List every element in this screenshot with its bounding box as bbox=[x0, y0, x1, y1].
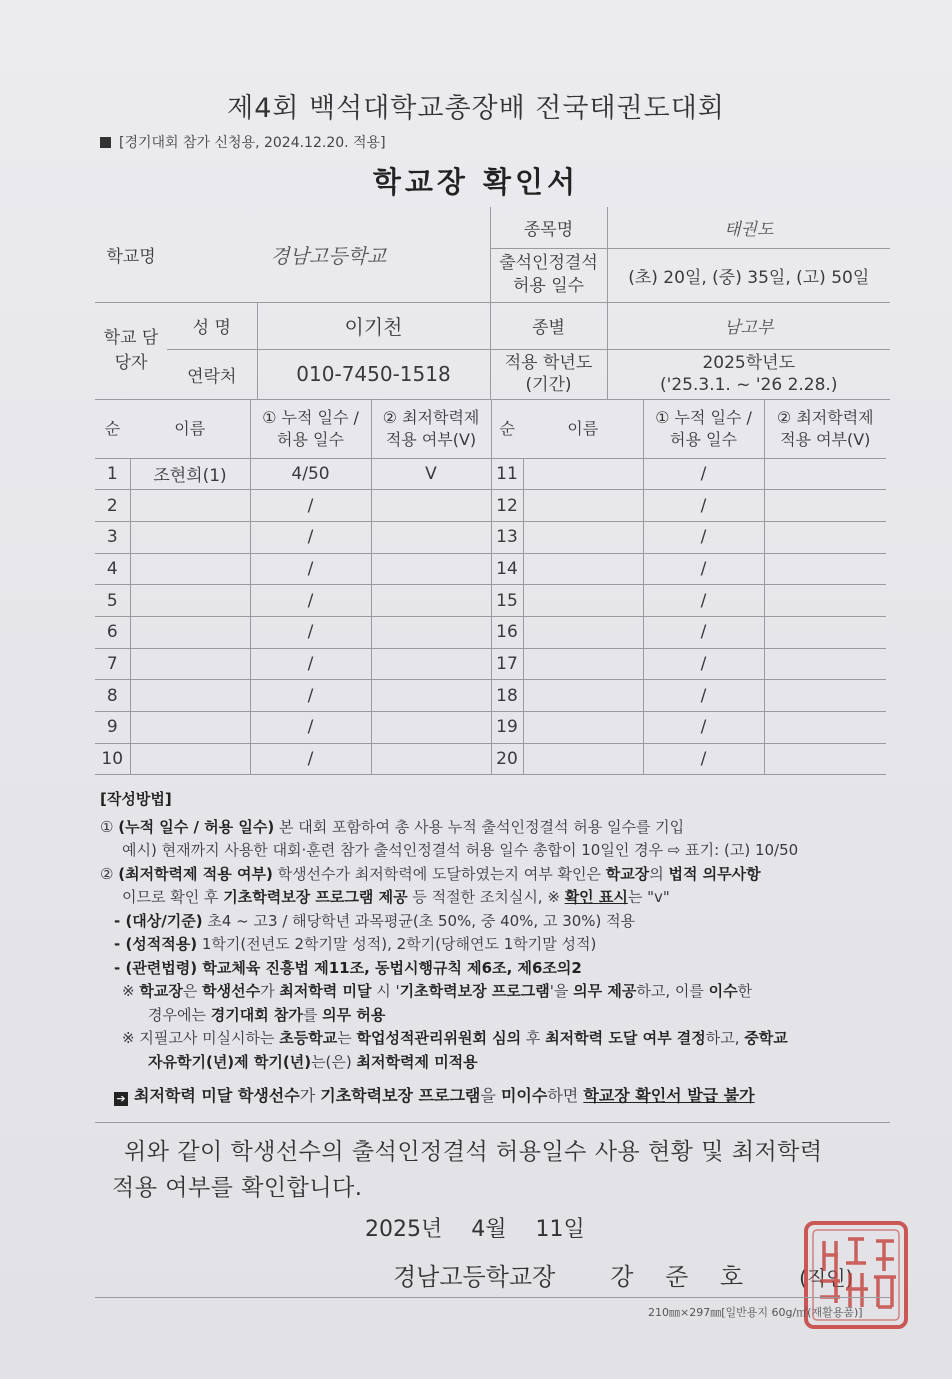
row-min-2 bbox=[764, 458, 886, 490]
row-name: 조현희(1) bbox=[130, 458, 250, 490]
n2-t2: 는 bbox=[337, 1029, 357, 1047]
row-days: / bbox=[250, 553, 371, 585]
row-no: 4 bbox=[95, 553, 130, 585]
row-min-2 bbox=[764, 585, 886, 617]
last-t2: 을 bbox=[480, 1086, 501, 1105]
table-row bbox=[95, 521, 886, 553]
row-no-2: 18 bbox=[491, 680, 523, 712]
n1-t5: 하고, 이를 bbox=[636, 982, 709, 1000]
n2-t4: 하고, bbox=[705, 1029, 745, 1047]
row-name bbox=[130, 521, 250, 553]
m2-bold: (최저학력제 적용 여부) bbox=[118, 864, 273, 883]
m2-l2-bold2: 확인 표시 bbox=[564, 888, 628, 906]
row-no-2: 14 bbox=[491, 553, 523, 585]
row-min bbox=[371, 680, 491, 712]
section-divider bbox=[95, 1122, 890, 1123]
table-row bbox=[95, 616, 886, 648]
year-value bbox=[607, 349, 890, 399]
n1-t1: 은 bbox=[182, 982, 203, 1000]
n2-l2-b2: 최저학력제 미적용 bbox=[356, 1052, 478, 1071]
row-days: / bbox=[250, 521, 371, 553]
m2-text-a: 학생선수가 최저학력에 도달하였는지 여부 확인은 bbox=[272, 864, 606, 883]
row-min-2 bbox=[764, 616, 886, 648]
header-no: 순 bbox=[95, 400, 130, 458]
header-name: 이름 bbox=[130, 400, 250, 458]
method-item-2-line2 bbox=[100, 886, 890, 910]
n2-a: ※ bbox=[122, 1029, 140, 1047]
row-no: 9 bbox=[95, 712, 130, 744]
row-no-2: 13 bbox=[491, 521, 523, 553]
header-min-2 bbox=[764, 400, 886, 458]
row-name-2 bbox=[523, 616, 643, 648]
year-label bbox=[490, 349, 607, 399]
year-label-line1: 적용 학년도 bbox=[504, 353, 593, 373]
method-note-1 bbox=[100, 980, 890, 1004]
method-note-2-line2 bbox=[100, 1051, 890, 1075]
issue-date bbox=[365, 1212, 585, 1243]
row-days-2: / bbox=[643, 743, 764, 775]
row-no-2: 12 bbox=[491, 490, 523, 522]
phone-value: 010-7450-1518 bbox=[257, 349, 490, 399]
n1-a: ※ bbox=[122, 982, 140, 1000]
n1-t2: 가 bbox=[260, 982, 280, 1000]
row-name bbox=[130, 553, 250, 585]
attendance-label: 출석인정결석 허용 일수 bbox=[490, 248, 607, 302]
confirm-line-2: 적용 여부를 확인합니다. bbox=[112, 1175, 363, 1201]
header-name-2: 이름 bbox=[523, 400, 643, 458]
n2-t3: 후 bbox=[521, 1029, 546, 1047]
m1-num: ① bbox=[100, 817, 114, 836]
row-no: 2 bbox=[95, 490, 130, 522]
document-title: 학교장 확인서 bbox=[372, 165, 580, 199]
d2-text: 1학기(전년도 2학기말 성적), 2학기(당해연도 1학기말 성적) bbox=[197, 935, 597, 953]
row-min-2 bbox=[764, 553, 886, 585]
principal-school: 경남고등학교장 bbox=[393, 1263, 556, 1291]
table-row bbox=[95, 490, 886, 522]
n2-l2-t1: 는(은) bbox=[311, 1052, 357, 1071]
method-item-1-example: 예시) 현재까지 사용한 대회·훈련 참가 출석인정결석 허용 일수 총합이 10일인 경우 ⇨ 표기: (고) 10/50 bbox=[122, 841, 799, 859]
n2-b1: 초등학교 bbox=[279, 1029, 338, 1047]
row-days: 4/50 bbox=[250, 458, 371, 490]
year-value-line1: 2025학년도 bbox=[702, 353, 796, 373]
table-row bbox=[95, 680, 886, 712]
row-days-2: / bbox=[643, 490, 764, 522]
row-min-2 bbox=[764, 680, 886, 712]
row-min-2 bbox=[764, 648, 886, 680]
m2-text-c: 의 bbox=[649, 864, 669, 883]
n1-b5: 의무 제공 bbox=[573, 982, 637, 1000]
confirmation-text bbox=[112, 1134, 892, 1206]
row-min bbox=[371, 648, 491, 680]
row-min bbox=[371, 712, 491, 744]
last-b3: 미이수 bbox=[500, 1086, 548, 1105]
row-days-2: / bbox=[643, 712, 764, 744]
row-min: V bbox=[371, 458, 491, 490]
row-name-2 bbox=[523, 680, 643, 712]
date-month: 4월 bbox=[471, 1217, 507, 1242]
row-days-2: / bbox=[643, 521, 764, 553]
row-no: 3 bbox=[95, 521, 130, 553]
last-b2: 기초학력보장 프로그램 bbox=[320, 1086, 481, 1105]
method-law bbox=[100, 957, 890, 981]
row-min-2 bbox=[764, 490, 886, 522]
row-min bbox=[371, 585, 491, 617]
method-item-2 bbox=[100, 863, 890, 887]
m1-bold: (누적 일수 / 허용 일수) bbox=[118, 817, 275, 836]
row-no: 5 bbox=[95, 585, 130, 617]
n2-l2-b1: 자유학기(년)제 학기(년) bbox=[148, 1052, 312, 1071]
header-min-line2: 적용 여부(V) bbox=[385, 429, 477, 449]
row-name bbox=[130, 680, 250, 712]
table-row bbox=[95, 743, 886, 775]
header-days-line2: 허용 일수 bbox=[277, 429, 344, 449]
method-final-note bbox=[100, 1084, 890, 1108]
table-row bbox=[95, 648, 886, 680]
row-no: 1 bbox=[95, 458, 130, 490]
method-grade bbox=[100, 933, 890, 957]
row-no-2: 19 bbox=[491, 712, 523, 744]
header-min bbox=[371, 400, 491, 458]
row-min bbox=[371, 521, 491, 553]
row-no: 10 bbox=[95, 743, 130, 775]
m2-bold-d: 법적 의무사항 bbox=[668, 864, 761, 883]
header-min-2-line1: ② 최저학력제 bbox=[776, 407, 874, 427]
n2-b2: 학업성적관리위원회 심의 bbox=[356, 1029, 522, 1047]
m2-l2-b: 등 적절한 조치실시, ※ bbox=[407, 888, 565, 906]
row-days: / bbox=[250, 680, 371, 712]
row-no-2: 15 bbox=[491, 585, 523, 617]
form-subnote bbox=[100, 132, 386, 152]
year-label-line2: (기간) bbox=[525, 375, 572, 395]
bottom-rule bbox=[95, 1297, 890, 1298]
student-table bbox=[95, 400, 886, 775]
last-t3: 하면 bbox=[547, 1086, 584, 1105]
event-value: 태권도 bbox=[607, 207, 890, 248]
row-days-2: / bbox=[643, 553, 764, 585]
method-item-1 bbox=[100, 816, 890, 840]
phone-label: 연락처 bbox=[167, 349, 257, 399]
n1-l2-b2: 의무 허용 bbox=[322, 1005, 386, 1024]
row-name-2 bbox=[523, 585, 643, 617]
n1-t3: 시 ' bbox=[371, 982, 400, 1000]
name-value: 이기천 bbox=[257, 302, 490, 349]
m2-l2-bold: 기초학력보장 프로그램 제공 bbox=[223, 888, 408, 906]
paper-spec: 210㎜×297㎜[일반용지 60g/㎡(재활용품)] bbox=[648, 1306, 863, 1319]
row-days-2: / bbox=[643, 680, 764, 712]
last-b1: 최저학력 미달 학생선수 bbox=[134, 1086, 300, 1105]
row-no-2: 17 bbox=[491, 648, 523, 680]
row-days: / bbox=[250, 585, 371, 617]
principal-name: 강 준 호 bbox=[610, 1263, 756, 1291]
row-name-2 bbox=[523, 743, 643, 775]
m2-l2-a: 이므로 확인 후 bbox=[122, 888, 224, 906]
row-name bbox=[130, 743, 250, 775]
row-name-2 bbox=[523, 458, 643, 490]
row-no-2: 11 bbox=[491, 458, 523, 490]
d1-text: 초4 ~ 고3 / 해당학년 과목평균(초 50%, 중 40%, 고 30%) 적용 bbox=[202, 911, 636, 930]
row-no: 8 bbox=[95, 680, 130, 712]
manager-label: 학교 담당자 bbox=[95, 302, 167, 399]
event-label: 종목명 bbox=[490, 207, 607, 248]
row-name bbox=[130, 585, 250, 617]
school-label: 학교명 bbox=[95, 207, 167, 302]
school-value: 경남고등학교 bbox=[167, 207, 490, 302]
header-days-2 bbox=[643, 400, 764, 458]
arrow-right-icon: ➔ bbox=[114, 1092, 128, 1106]
n1-b2: 학생선수 bbox=[202, 982, 261, 1000]
row-name-2 bbox=[523, 521, 643, 553]
header-days-2-line2: 허용 일수 bbox=[670, 429, 737, 449]
writing-method bbox=[100, 788, 890, 1108]
row-name bbox=[130, 490, 250, 522]
row-no-2: 20 bbox=[491, 743, 523, 775]
m2-bold-b: 학교장 bbox=[605, 864, 650, 883]
name-label: 성 명 bbox=[167, 302, 257, 349]
header-min-2-line2: 적용 여부(V) bbox=[780, 429, 871, 449]
attendance-value: (초) 20일, (중) 35일, (고) 50일 bbox=[607, 248, 890, 302]
table-row bbox=[95, 553, 886, 585]
row-name bbox=[130, 712, 250, 744]
event-title: 제4회 백석대학교총장배 전국태권도대회 bbox=[227, 93, 725, 124]
confirm-line-1: 위와 같이 학생선수의 출석인정결석 허용일수 사용 현황 및 최저학력 bbox=[124, 1139, 823, 1165]
category-label: 종별 bbox=[490, 302, 607, 349]
header-min-line1: ② 최저학력제 bbox=[382, 407, 480, 427]
row-name bbox=[130, 616, 250, 648]
method-target bbox=[100, 910, 890, 934]
table-row bbox=[95, 585, 886, 617]
m2-l2-c: 는 "v" bbox=[627, 888, 670, 906]
row-days-2: / bbox=[643, 458, 764, 490]
info-table bbox=[95, 207, 890, 400]
principal-signature bbox=[393, 1257, 853, 1292]
row-no-2: 16 bbox=[491, 616, 523, 648]
n1-l2-b1: 경기대회 참가 bbox=[210, 1005, 303, 1024]
square-bullet-icon bbox=[100, 137, 111, 148]
table-row bbox=[95, 712, 886, 744]
n1-l2-t2: 를 bbox=[302, 1005, 323, 1024]
subnote-text: [경기대회 참가 신청용, 2024.12.20. 적용] bbox=[119, 135, 386, 151]
category-value: 남고부 bbox=[607, 302, 890, 349]
row-min-2 bbox=[764, 743, 886, 775]
header-days bbox=[250, 400, 371, 458]
header-days-line1: ① 누적 일수 / bbox=[262, 407, 359, 427]
year-value-line2: ('25.3.1. ~ '26 2.28.) bbox=[660, 375, 838, 395]
row-name-2 bbox=[523, 648, 643, 680]
row-name-2 bbox=[523, 712, 643, 744]
row-days: / bbox=[250, 616, 371, 648]
n1-t6: 한 bbox=[737, 982, 753, 1000]
d2-bold: - (성적적용) bbox=[114, 935, 198, 953]
row-days-2: / bbox=[643, 648, 764, 680]
last-b4: 학교장 확인서 발급 불가 bbox=[583, 1086, 755, 1105]
row-days: / bbox=[250, 490, 371, 522]
n1-b4: 기초학력보장 프로그램 bbox=[399, 982, 550, 1000]
row-no: 6 bbox=[95, 616, 130, 648]
table-row bbox=[95, 458, 886, 490]
row-no: 7 bbox=[95, 648, 130, 680]
row-min-2 bbox=[764, 521, 886, 553]
row-name-2 bbox=[523, 553, 643, 585]
n1-b6: 이수 bbox=[708, 982, 738, 1000]
row-days-2: / bbox=[643, 616, 764, 648]
method-note-2 bbox=[100, 1027, 890, 1051]
n2-b4: 중학교 bbox=[744, 1029, 788, 1047]
row-min bbox=[371, 616, 491, 648]
date-day: 11일 bbox=[535, 1217, 585, 1242]
row-min bbox=[371, 743, 491, 775]
n1-b3: 최저학력 미달 bbox=[279, 982, 372, 1000]
n2-t1: 지필고사 미실시하는 bbox=[139, 1029, 280, 1047]
method-note-1-line2 bbox=[100, 1004, 890, 1028]
row-days-2: / bbox=[643, 585, 764, 617]
method-heading-text: [작성방법] bbox=[100, 790, 172, 808]
d1-bold: - (대상/기준) bbox=[114, 911, 203, 930]
n1-b1: 학교장 bbox=[139, 982, 183, 1000]
m1-text: 본 대회 포함하여 총 사용 누적 출석인정결석 허용 일수를 기입 bbox=[274, 817, 685, 836]
row-days: / bbox=[250, 712, 371, 744]
row-name-2 bbox=[523, 490, 643, 522]
row-min-2 bbox=[764, 712, 886, 744]
d3-bold: - (관련법령) bbox=[114, 958, 198, 977]
row-days: / bbox=[250, 648, 371, 680]
m2-num: ② bbox=[100, 864, 114, 883]
date-year: 2025년 bbox=[365, 1217, 443, 1242]
n1-t4: '을 bbox=[549, 982, 574, 1000]
d3-text: 학교체육 진흥법 제11조, 동법시행규칙 제6조, 제6조의2 bbox=[197, 958, 582, 977]
row-min bbox=[371, 553, 491, 585]
row-days: / bbox=[250, 743, 371, 775]
row-min bbox=[371, 490, 491, 522]
header-no-2: 순 bbox=[491, 400, 523, 458]
n2-b3: 최저학력 도달 여부 결정 bbox=[545, 1029, 706, 1047]
stamp-label: (직인) bbox=[799, 1266, 854, 1290]
n1-l2-t1: 경우에는 bbox=[148, 1005, 211, 1024]
method-heading bbox=[100, 788, 890, 812]
row-name bbox=[130, 648, 250, 680]
last-t1: 가 bbox=[299, 1086, 321, 1105]
header-days-2-line1: ① 누적 일수 / bbox=[655, 407, 752, 427]
